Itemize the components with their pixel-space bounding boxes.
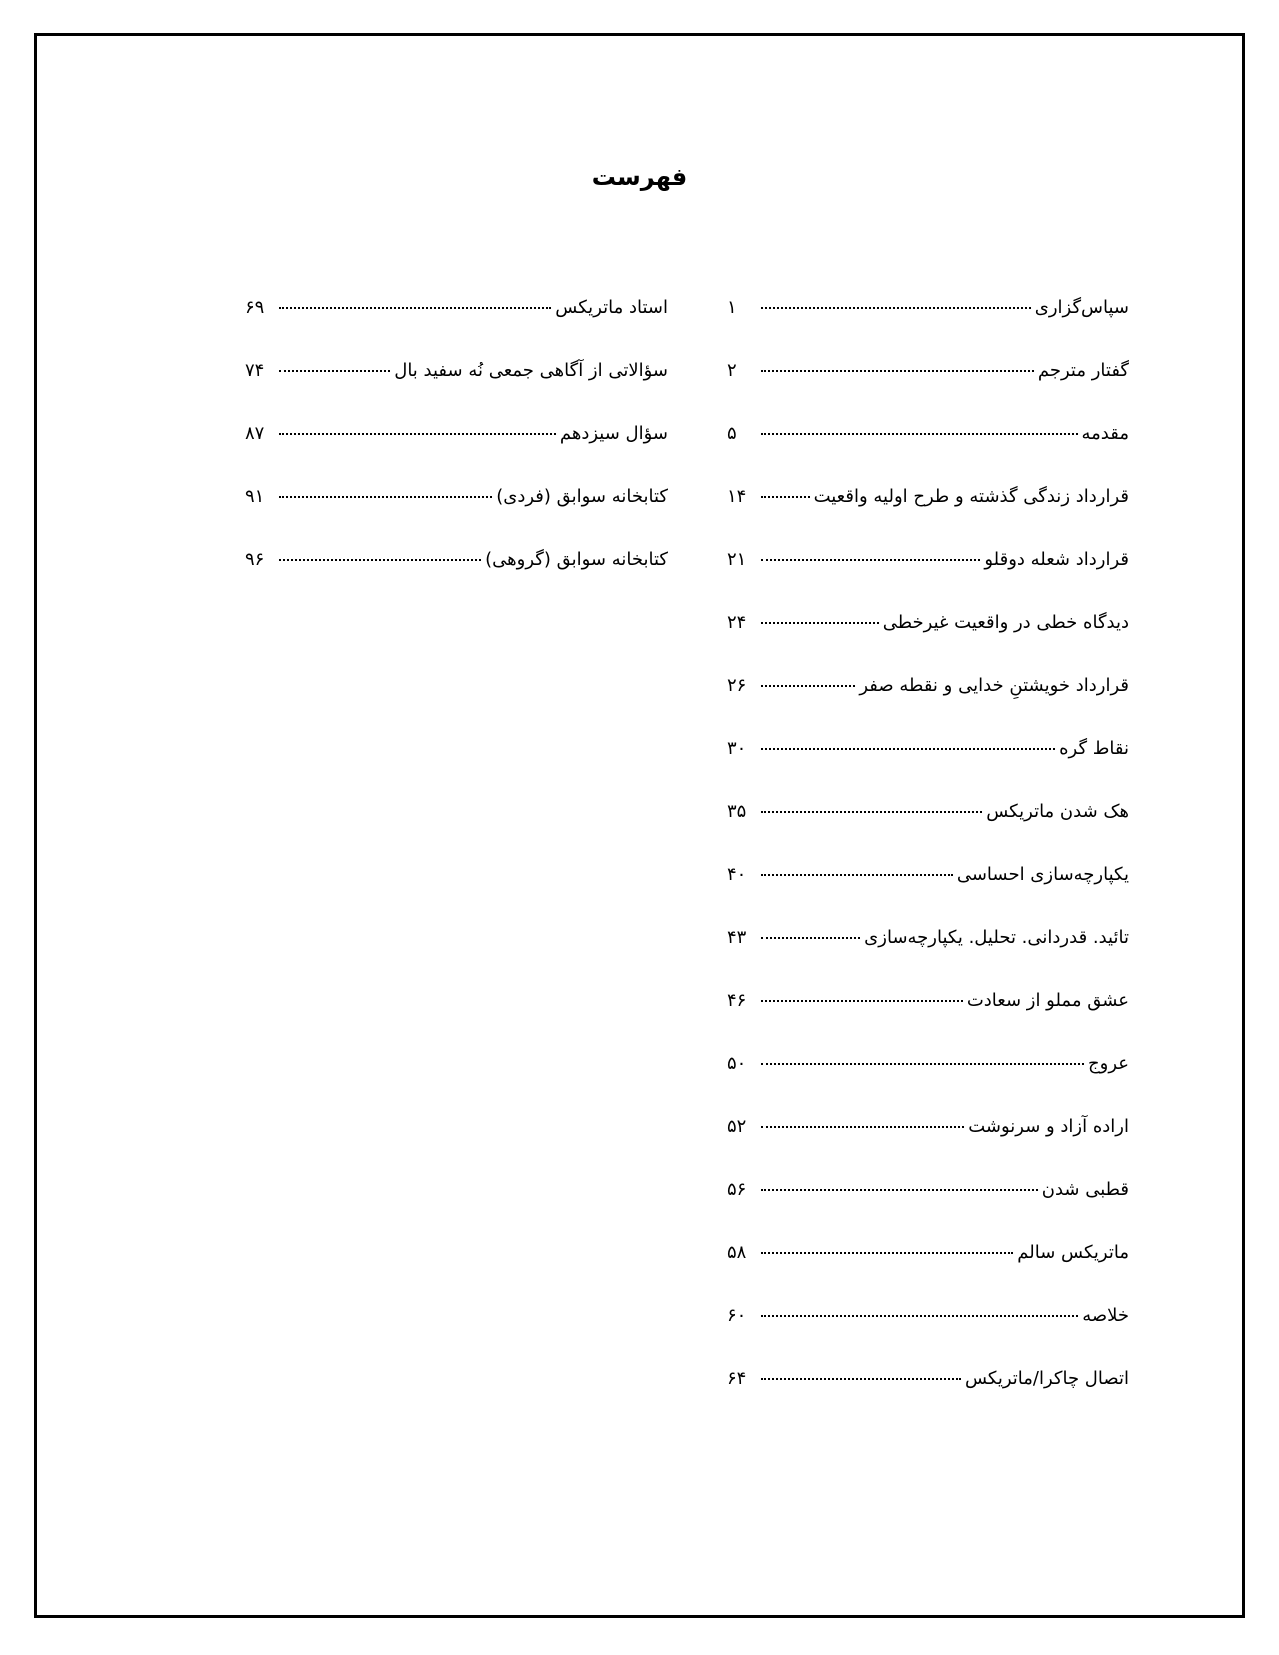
- dot-leader: [761, 811, 982, 813]
- toc-entry[interactable]: [727, 1304, 1129, 1367]
- toc-entry-title: اتصال چاکرا/ماتریکس: [964, 1368, 1129, 1389]
- dot-leader: [279, 433, 556, 435]
- toc-entry-title: قطبی شدن: [1041, 1179, 1129, 1200]
- toc-page-number: ۶۹: [245, 297, 265, 318]
- toc-entry-title: هک شدن ماتریکس: [986, 801, 1129, 822]
- toc-page-number: ۴۶: [727, 990, 747, 1011]
- dot-leader: [761, 1189, 1038, 1191]
- page-title: فهرست: [591, 163, 688, 191]
- toc-entry[interactable]: [245, 422, 668, 485]
- toc-page-number: ۶۴: [727, 1368, 747, 1389]
- dot-leader: [761, 748, 1055, 750]
- toc-page-number: ۴۰: [727, 864, 747, 885]
- toc-entry[interactable]: [727, 737, 1129, 800]
- toc-entry-title: گفتار مترجم: [1037, 360, 1129, 381]
- dot-leader: [761, 559, 980, 561]
- toc-entry[interactable]: [245, 548, 668, 611]
- toc-entry-title: سؤال سیزدهم: [559, 423, 668, 444]
- dot-leader: [761, 874, 953, 876]
- dot-leader: [279, 370, 390, 372]
- toc-entry-title: عروج: [1088, 1053, 1129, 1074]
- toc-page-number: ۹۱: [245, 486, 265, 507]
- toc-entry[interactable]: [245, 485, 668, 548]
- toc-entry[interactable]: [727, 863, 1129, 926]
- toc-page-number: ۲۱: [727, 549, 747, 570]
- toc-entry-title: قرارداد زندگی گذشته و طرح اولیه واقعیت: [813, 486, 1129, 507]
- toc-entry-title: سؤالاتی از آگاهی جمعی نُه سفید بال: [394, 360, 668, 381]
- toc-entry-title: دیدگاه خطی در واقعیت غیرخطی: [882, 612, 1129, 633]
- toc-page-number: ۱: [727, 297, 737, 318]
- toc-page-number: ۵۲: [727, 1116, 747, 1137]
- toc-page-number: ۵۸: [727, 1242, 747, 1263]
- toc-entry[interactable]: [245, 359, 668, 422]
- toc-page-number: ۵۶: [727, 1179, 747, 1200]
- dot-leader: [761, 937, 860, 939]
- toc-page-number: ۳۵: [727, 801, 747, 822]
- toc-entry-title: یکپارچه‌سازی احساسی: [956, 864, 1129, 885]
- toc-entry[interactable]: [727, 989, 1129, 1052]
- dot-leader: [279, 559, 481, 561]
- dot-leader: [279, 496, 492, 498]
- toc-page-number: ۹۶: [245, 549, 265, 570]
- toc-entry[interactable]: [727, 422, 1129, 485]
- toc-page-number: ۱۴: [727, 486, 747, 507]
- toc-entry-title: خلاصه: [1082, 1305, 1129, 1326]
- toc-entry-title: کتابخانه سوابق (فردی): [496, 486, 668, 507]
- toc-column-right: [727, 296, 1129, 1430]
- toc-entry[interactable]: [727, 1115, 1129, 1178]
- toc-entry[interactable]: [727, 1367, 1129, 1430]
- dot-leader: [761, 1126, 964, 1128]
- toc-entry[interactable]: [727, 296, 1129, 359]
- toc-entry-title: استاد ماتریکس: [555, 297, 668, 318]
- dot-leader: [761, 307, 1031, 309]
- toc-page-number: ۸۷: [245, 423, 265, 444]
- toc-entry-title: اراده آزاد و سرنوشت: [968, 1116, 1129, 1137]
- dot-leader: [761, 1315, 1078, 1317]
- toc-entry[interactable]: [727, 1241, 1129, 1304]
- toc-page-number: ۵۰: [727, 1053, 747, 1074]
- dot-leader: [761, 433, 1078, 435]
- toc-page-number: ۳۰: [727, 738, 747, 759]
- toc-entry[interactable]: [727, 800, 1129, 863]
- dot-leader: [761, 1378, 961, 1380]
- toc-entry[interactable]: [727, 1178, 1129, 1241]
- toc-entry[interactable]: [727, 1052, 1129, 1115]
- toc-page-number: ۲۶: [727, 675, 747, 696]
- toc-entry-title: تائید. قدردانی. تحلیل. یکپارچه‌سازی: [864, 927, 1129, 948]
- toc-entry[interactable]: [727, 359, 1129, 422]
- dot-leader: [761, 1000, 963, 1002]
- toc-entry-title: قرارداد شعله دوقلو: [984, 549, 1129, 570]
- toc-entry-title: قرارداد خویشتنِ خدایی و نقطه صفر: [859, 675, 1129, 696]
- toc-page-number: ۲۴: [727, 612, 747, 633]
- dot-leader: [761, 1063, 1084, 1065]
- toc-entry-title: نقاط گره: [1059, 738, 1129, 759]
- toc-page-number: ۲: [727, 360, 737, 381]
- toc-entry[interactable]: [727, 548, 1129, 611]
- toc-page-number: ۶۰: [727, 1305, 747, 1326]
- toc-page-number: ۵: [727, 423, 737, 444]
- dot-leader: [761, 1252, 1013, 1254]
- toc-page-number: ۷۴: [245, 360, 265, 381]
- toc-entry[interactable]: [245, 296, 668, 359]
- toc-entry[interactable]: [727, 485, 1129, 548]
- dot-leader: [761, 685, 855, 687]
- toc-entry-title: ماتریکس سالم: [1017, 1242, 1129, 1263]
- dot-leader: [761, 496, 810, 498]
- toc-entry[interactable]: [727, 674, 1129, 737]
- dot-leader: [279, 307, 551, 309]
- dot-leader: [761, 370, 1034, 372]
- toc-page-number: ۴۳: [727, 927, 747, 948]
- toc-entry[interactable]: [727, 611, 1129, 674]
- toc-column-left: [245, 296, 668, 611]
- toc-entry-title: کتابخانه سوابق (گروهی): [485, 549, 668, 570]
- toc-entry-title: عشق مملو از سعادت: [966, 990, 1129, 1011]
- toc-entry-title: مقدمه: [1081, 423, 1129, 444]
- dot-leader: [761, 622, 879, 624]
- toc-entry-title: سپاس‌گزاری: [1034, 297, 1129, 318]
- toc-entry[interactable]: [727, 926, 1129, 989]
